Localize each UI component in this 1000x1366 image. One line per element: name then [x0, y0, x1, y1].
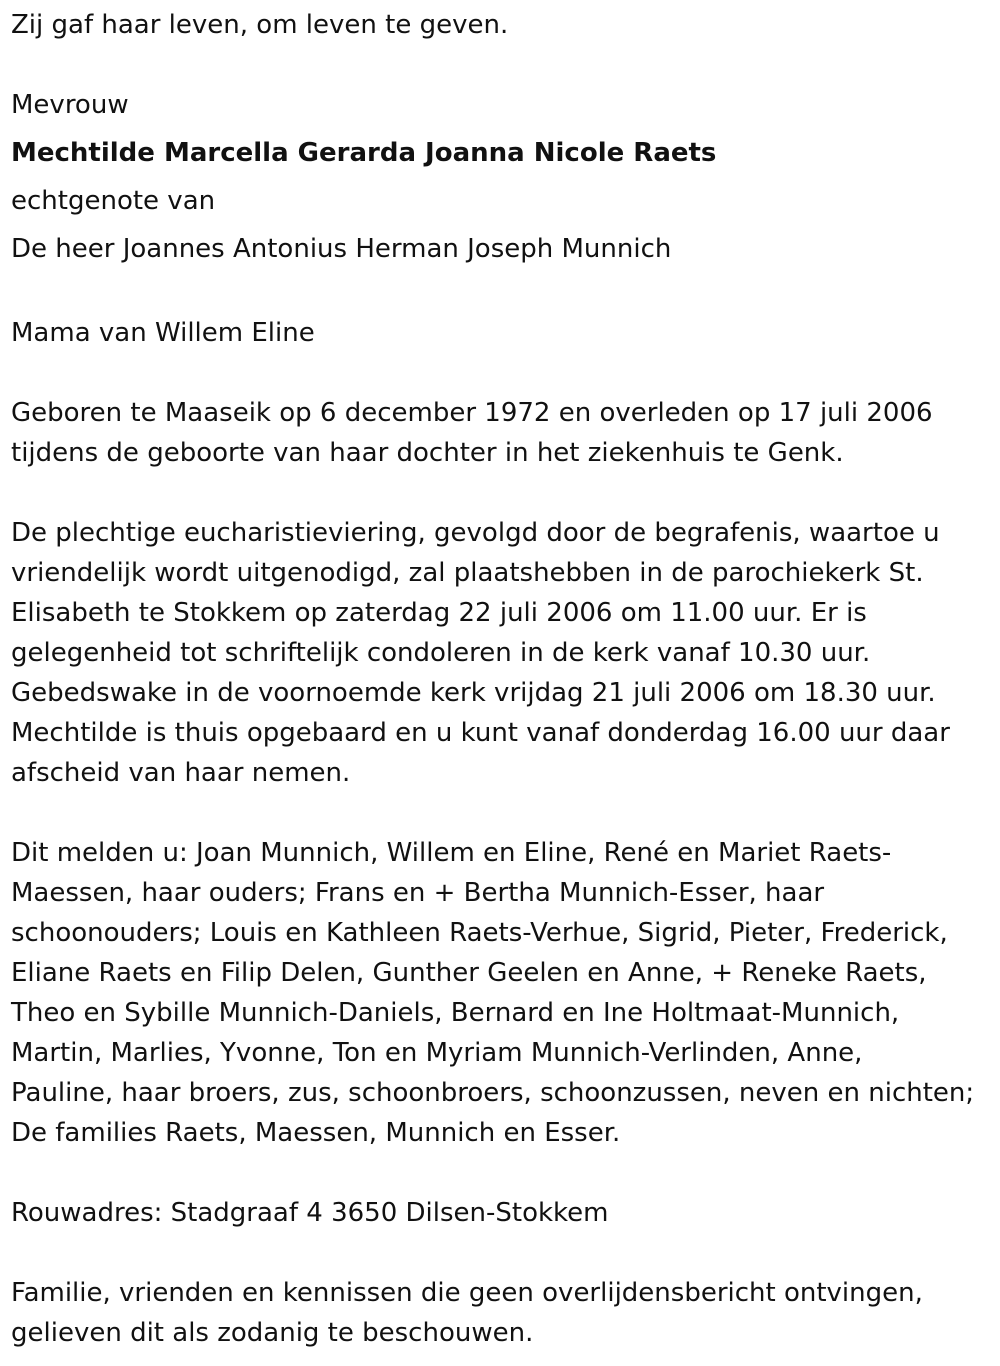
deceased-name: Mechtilde Marcella Gerarda Joanna Nicole Raets [11, 138, 717, 168]
spouse-name: De heer Joannes Antonius Herman Joseph Munnich [11, 234, 672, 264]
paragraph-line: Dit melden u: Joan Munnich, Willem en Eline, René en Mariet Raets- [11, 838, 892, 868]
closing-paragraph [11, 1273, 991, 1353]
paragraph-line: Pauline, haar broers, zus, schoonbroers, schoonzussen, neven en nichten; [11, 1078, 975, 1108]
paragraph-line: Familie, vrienden en kennissen die geen overlijdensbericht ontvingen, [11, 1278, 923, 1308]
paragraph-line: Eliane Raets en Filip Delen, Gunther Geelen en Anne, + Reneke Raets, [11, 958, 927, 988]
paragraph-line: Maessen, haar ouders; Frans en + Bertha Munnich-Esser, haar [11, 878, 825, 908]
paragraph-line: Martin, Marlies, Yvonne, Ton en Myriam Munnich-Verlinden, Anne, [11, 1038, 863, 1068]
ceremony-paragraph [11, 513, 991, 793]
mourning-address: Rouwadres: Stadgraaf 4 3650 Dilsen-Stokkem [11, 1198, 609, 1228]
spacer [11, 273, 991, 313]
spacer [11, 1153, 991, 1193]
mother-of: Mama van Willem Eline [11, 318, 315, 348]
name-block [11, 81, 991, 273]
paragraph-line: Theo en Sybille Munnich-Daniels, Bernard en Ine Holtmaat-Munnich, [11, 998, 900, 1028]
birth-death-paragraph [11, 393, 991, 473]
spacer [11, 793, 991, 833]
paragraph-line: vriendelijk wordt uitgenodigd, zal plaatshebben in de parochiekerk St. [11, 558, 924, 588]
paragraph-line: tijdens de geboorte van haar dochter in het ziekenhuis te Genk. [11, 438, 844, 468]
announcers-paragraph [11, 833, 991, 1153]
paragraph-line: De families Raets, Maessen, Munnich en Esser. [11, 1118, 621, 1148]
paragraph-line: De plechtige eucharistieviering, gevolgd door de begrafenis, waartoe u [11, 518, 940, 548]
spacer [11, 473, 991, 513]
paragraph-line: gelegenheid tot schriftelijk condoleren in de kerk vanaf 10.30 uur. [11, 638, 871, 668]
paragraph-line: Mechtilde is thuis opgebaard en u kunt vanaf donderdag 16.00 uur daar [11, 718, 950, 748]
paragraph-line: afscheid van haar nemen. [11, 758, 351, 788]
paragraph-line: schoonouders; Louis en Kathleen Raets-Verhue, Sigrid, Pieter, Frederick, [11, 918, 948, 948]
title: Mevrouw [11, 90, 129, 120]
spacer [11, 1233, 991, 1273]
spacer [11, 45, 991, 85]
motto: Zij gaf haar leven, om leven te geven. [11, 10, 509, 40]
paragraph-line: Geboren te Maaseik op 6 december 1972 en overleden op 17 juli 2006 [11, 398, 933, 428]
spouse-relation: echtgenote van [11, 186, 216, 216]
paragraph-line: gelieven dit als zodanig te beschouwen. [11, 1318, 534, 1348]
obituary-document [11, 5, 991, 1353]
paragraph-line: Gebedswake in de voornoemde kerk vrijdag 21 juli 2006 om 18.30 uur. [11, 678, 936, 708]
paragraph-line: Elisabeth te Stokkem op zaterdag 22 juli 2006 om 11.00 uur. Er is [11, 598, 867, 628]
spacer [11, 353, 991, 393]
